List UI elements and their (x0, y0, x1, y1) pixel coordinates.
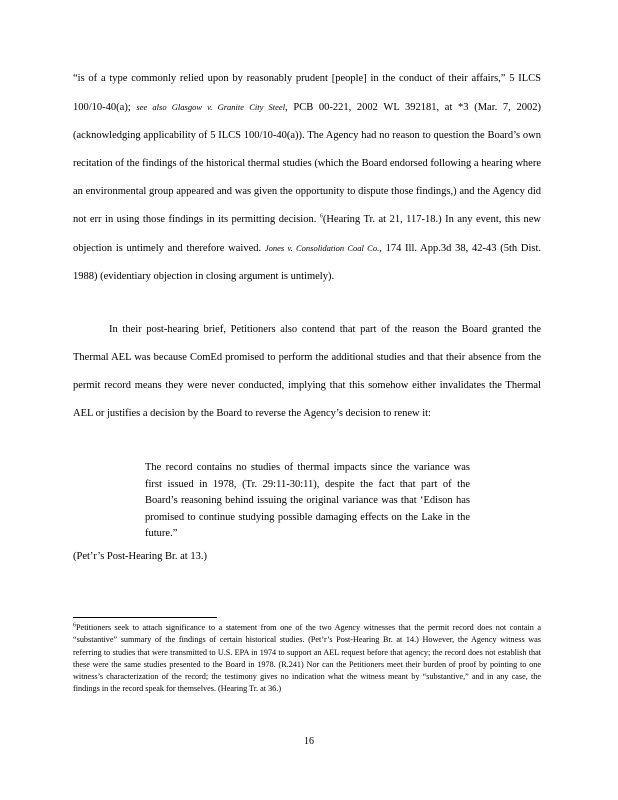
text-segment: , PCB 00-221, 2002 WL 392181, at *3 (Mar. 7, 2002) (acknowledging applicability of 5 ILCS 100/10-40(a)). The Agency had no reason to question the Board’s own recitation of the findings of the historical thermal studies (which the Board endorsed following a hearing where an environmental group appeared and was given the opportunity to dispute those findings,) and the Agency did not err in using those findings in its permitting decision. (73, 102, 541, 225)
case-citation: see also Glasgow v. Granite City Steel (136, 102, 286, 112)
footnote-text: Petitioners seek to attach significance to a statement from one of the two Agency witnesses that the permit record does not contain a “substantive” summary of the findings of certain historical studies. (Pet’r’s Post-Hearing Br. at 14.) However, the Agency witness was referring to studies that were transmitted to U.S. EPA in 1974 to support an AEL request before that agency; the record does not establish that these were the same studies presented to the Board in 1978. (R.241) Nor can the Petitioners meet their burden of proof by pointing to one witness’s characterization of the record; the testimony gives no indication what the witness meant by “substantive,” and in any case, the findings in the record speak for themselves. (Hearing Tr. at 36.) (73, 623, 541, 694)
footnote (73, 622, 541, 696)
paragraph-text (73, 65, 541, 291)
block-quote: The record contains no studies of thermal impacts since the variance was first issued in 1978, (Tr. 29:11-30:11), despite the fact that part of the Board’s reasoning behind issuing the original variance was that ‘Edison has promised to continue studying possible damaging effects on the Lake in the future.” (145, 462, 470, 539)
text-segment: (Hearing Tr. at 21, 117-18.) In any event, this new objection is untimely and therefore waived. (73, 214, 541, 254)
case-citation: Jones v. Consolidation Coal Co. (264, 243, 380, 253)
body-paragraph-1 (73, 65, 541, 291)
page-number: 16 (304, 736, 314, 747)
text-segment: “is of a type commonly relied upon by reasonably prudent [people] in the conduct of their affairs,” 5 ILCS 100/10-40(a); (73, 73, 541, 113)
text-segment: In their post-hearing brief, Petitioners also contend that part of the reason the Board granted the Thermal AEL was because ComEd promised to perform the additional studies and that their absence from the permit record means they were never conducted, implying that this somehow either invalidates the Thermal AEL or justifies a decision by the Board to reverse the Agency’s decision to renew it: (73, 324, 541, 419)
body-paragraph-2 (73, 316, 541, 428)
footnote-reference: 6 (319, 213, 323, 220)
paragraph-text (73, 316, 541, 428)
text-segment: , 174 Ill. App.3d 38, 42-43 (5th Dist. 1988) (evidentiary objection in closing argument is untimely). (73, 243, 542, 282)
footnote-separator (73, 617, 217, 618)
quote-citation: (Pet’r’s Post-Hearing Br. at 13.) (73, 551, 207, 562)
footnote-marker: 6 (73, 622, 76, 629)
